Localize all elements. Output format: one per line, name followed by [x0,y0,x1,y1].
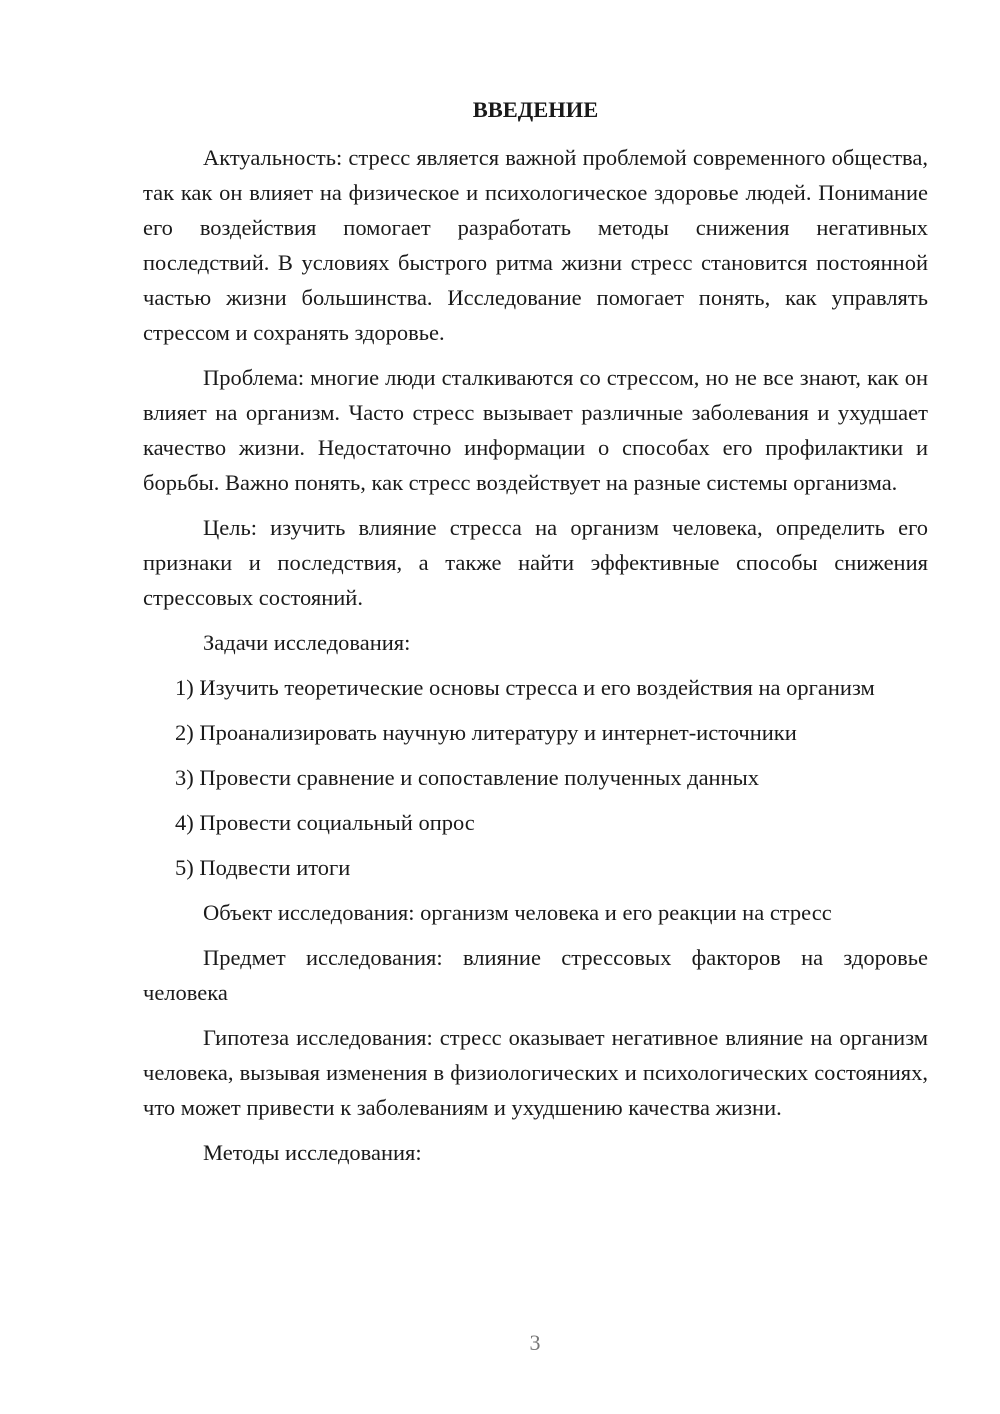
object-paragraph: Объект исследования: организм человека и его реакции на стресс [203,900,832,925]
methods-heading: Методы исследования: [203,1140,422,1165]
task-item: 3) Провести сравнение и сопоставление полученных данных [175,765,760,790]
task-item: 4) Провести социальный опрос [175,810,475,835]
page-title: ВВЕДЕНИЕ [472,97,599,122]
problem-paragraph: Проблема: многие люди сталкиваются со стрессом, но не все знают, как он влияет на организм. Часто стресс вызывает различные заболевания и ухудшает качество жизни. Недостаточно информации о способах его профилактики и борьбы. Важно понять, как стресс воздействует на разные системы организма. [143,365,928,495]
tasks-heading: Задачи исследования: [203,630,411,655]
hypothesis-paragraph: Гипотеза исследования: стресс оказывает негативное влияние на организм человека, вызывая изменения в физиологических и психологических состояниях, что может привести к заболеваниям и ухудшению качества жизни. [143,1025,928,1120]
document-page [143,90,928,1180]
task-item: 2) Проанализировать научную литературу и интернет-источники [175,720,797,745]
task-item: 1) Изучить теоретические основы стресса и его воздействия на организм [175,675,875,700]
page-number: 3 [529,1330,541,1355]
task-item: 5) Подвести итоги [175,855,351,880]
relevance-paragraph: Актуальность: стресс является важной проблемой современного общества, так как он влияет на физическое и психологическое здоровье людей. Понимание его воздействия помогает разработать методы снижения негативных последствий. В условиях быстрого ритма жизни стресс становится постоянной частью жизни большинства. Исследование помогает понять, как управлять стрессом и сохранять здоровье. [143,145,928,345]
subject-paragraph: Предмет исследования: влияние стрессовых факторов на здоровье человека [143,945,928,1005]
goal-paragraph: Цель: изучить влияние стресса на организм человека, определить его признаки и последствия, а также найти эффективные способы снижения стрессовых состояний. [143,515,928,610]
